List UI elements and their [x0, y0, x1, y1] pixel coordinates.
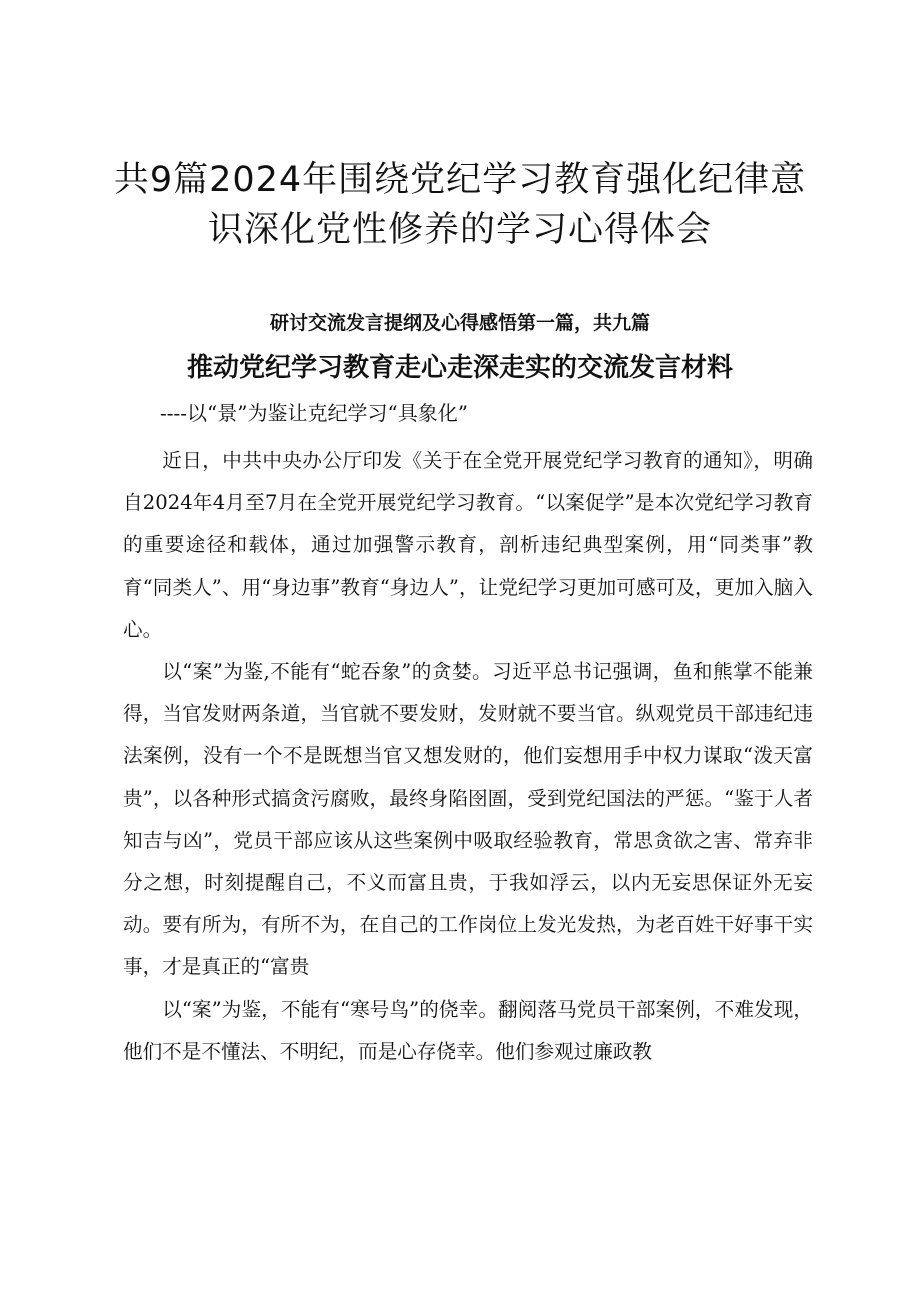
body-text — [123, 440, 813, 1073]
paragraph: 以“案”为鉴,不能有“蛇吞象”的贪婪。习近平总书记强调，鱼和熊掌不能兼得，当官发财两条道，当官就不要发财，发财就不要当官。纵观党员干部违纪违法案例，没有一个不是既想当官又想发财的，他们妄想用手中权力谋取“泼天富贵”，以各种形式搞贪污腐败，最终身陷囹圄，受到党纪国法的严惩。“鉴于人者知吉与凶”，党员干部应该从这些案例中吸取经验教育，常思贪欲之害、常弃非分之想，时刻提醒自己，不义而富且贵，于我如浮云，以内无妄思保证外无妄动。要有所为，有所不为，在自己的工作岗位上发光发热，为老百姓干好事干实事，才是真正的“富贵 — [123, 660, 813, 979]
document-subtitle: 研讨交流发言提纲及心得感悟第一篇，共九篇 — [269, 312, 650, 334]
document-title: 共9篇2024年围绕党纪学习教育强化纪律意识深化党性修养的学习心得体会 — [113, 160, 807, 250]
paragraph: 以“案”为鉴，不能有“寒号鸟”的侥幸。翻阅落马党员干部案例，不难发现，他们不是不懂法、不明纪，而是心存侥幸。他们参观过廉政教 — [123, 997, 813, 1063]
paragraph: 近日，中共中央办公厅印发《关于在全党开展党纪学习教育的通知》，明确自2024年4月至7月在全党开展党纪学习教育。“以案促学”是本次党纪学习教育的重要途径和载体，通过加强警示教育，剖析违纪典型案例，用“同类事”教育“同类人”、用“身边事”教育“身边人”，让党纪学习更加可感可及，更加入脑入心。 — [123, 449, 813, 641]
section-heading: 推动党纪学习教育走心走深走实的交流发言材料 — [186, 353, 733, 383]
section-byline: ----以“景”为鉴让克纪学习“具象化” — [160, 401, 468, 425]
